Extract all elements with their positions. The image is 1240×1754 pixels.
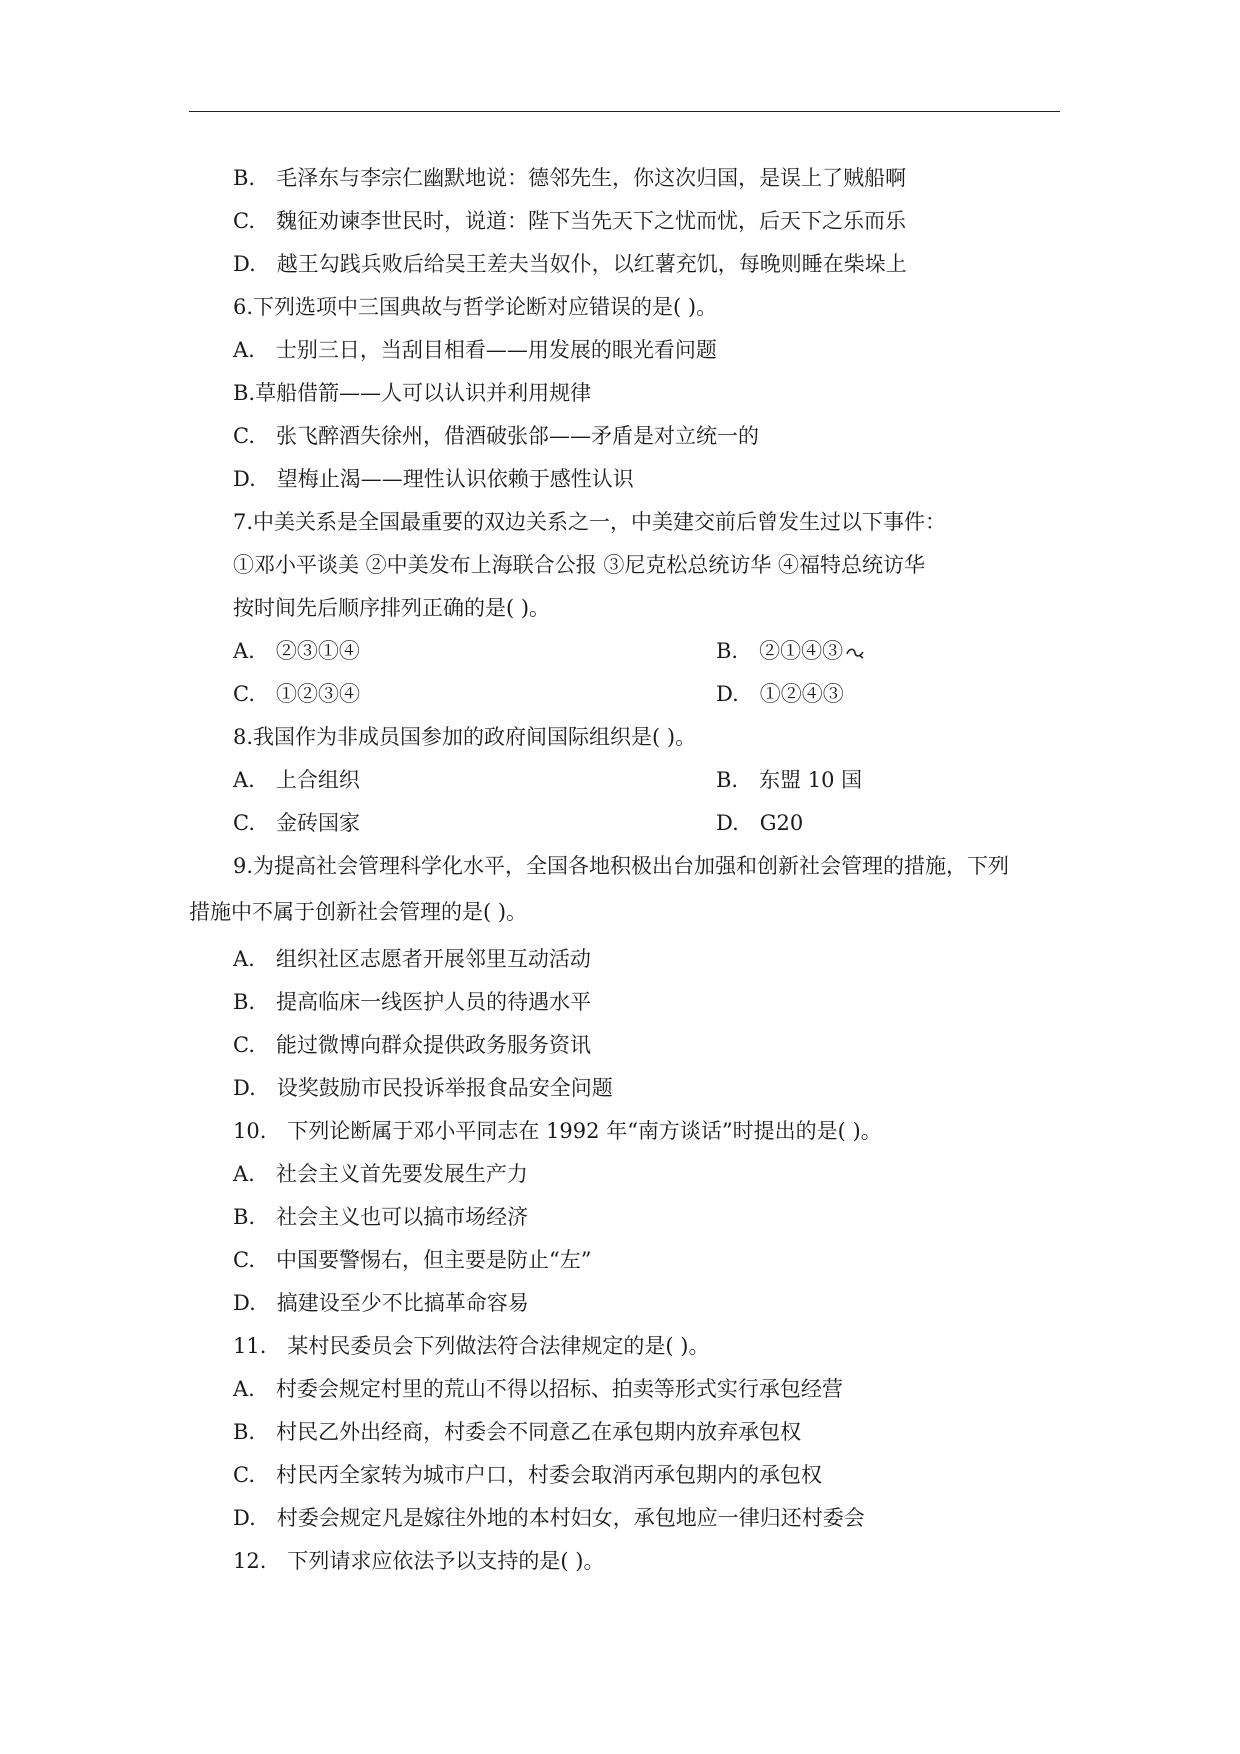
scribble-icon — [845, 646, 865, 660]
q9-option-c: C. 能过微博向群众提供政务服务资讯 — [233, 1033, 591, 1057]
q6-option-d: D. 望梅止渴——理性认识依赖于感性认识 — [233, 467, 634, 491]
q11-option-c: C. 村民丙全家转为城市户口，村委会取消丙承包期内的承包权 — [233, 1463, 822, 1487]
q9-option-a: A. 组织社区志愿者开展邻里互动活动 — [233, 947, 591, 971]
q6-option-a: A. 士别三日，当刮目相看——用发展的眼光看问题 — [233, 338, 717, 362]
q8-option-a: A. 上合组织 — [233, 768, 360, 792]
q7-option-b — [716, 637, 865, 665]
question-12: 12. 下列请求应依法予以支持的是( )。 — [233, 1549, 605, 1573]
question-11: 11. 某村民委员会下列做法符合法律规定的是( )。 — [233, 1334, 710, 1358]
q10-option-c: C. 中国要警惕右，但主要是防止“左” — [233, 1248, 592, 1272]
q5-option-b: B. 毛泽东与李宗仁幽默地说：德邻先生，你这次归国，是误上了贼船啊 — [233, 166, 907, 190]
q10-option-b: B. 社会主义也可以搞市场经济 — [233, 1205, 529, 1229]
q9-option-b: B. 提高临床一线医护人员的待遇水平 — [233, 990, 592, 1014]
question-7: 7.中美关系是全国最重要的双边关系之一，中美建交前后曾发生过以下事件： — [233, 510, 947, 534]
q10-option-d: D. 搞建设至少不比搞革命容易 — [233, 1291, 529, 1315]
q7-option-d: D. ①②④③ — [716, 682, 844, 706]
q7-option-a: A. ②③①④ — [233, 639, 360, 663]
q7-prompt: 按时间先后顺序排列正确的是( )。 — [233, 596, 551, 620]
question-8: 8.我国作为非成员国参加的政府间国际组织是( )。 — [233, 725, 697, 749]
question-6: 6.下列选项中三国典故与哲学论断对应错误的是( )。 — [233, 295, 718, 319]
question-10: 10. 下列论断属于邓小平同志在 1992 年“南方谈话”时提出的是( )。 — [233, 1119, 882, 1143]
q8-option-c: C. 金砖国家 — [233, 811, 360, 835]
header-rule — [189, 111, 1060, 112]
q11-option-b: B. 村民乙外出经商，村委会不同意乙在承包期内放弃承包权 — [233, 1420, 802, 1444]
q11-option-a: A. 村委会规定村里的荒山不得以招标、拍卖等形式实行承包经营 — [233, 1377, 843, 1401]
q5-option-d: D. 越王勾践兵败后给吴王差夫当奴仆，以红薯充饥，每晚则睡在柴垛上 — [233, 252, 907, 276]
q11-option-d: D. 村委会规定凡是嫁往外地的本村妇女，承包地应一律归还村委会 — [233, 1506, 865, 1530]
q5-option-c: C. 魏征劝谏李世民时，说道：陛下当先天下之忧而忧，后天下之乐而乐 — [233, 209, 906, 233]
q7-option-b-text: B. ②①④③ — [716, 639, 844, 663]
question-9-line-1: 9.为提高社会管理科学化水平，全国各地积极出台加强和创新社会管理的措施，下列 — [233, 854, 1010, 878]
q7-events: ①邓小平谈美 ②中美发布上海联合公报 ③尼克松总统访华 ④福特总统访华 — [233, 553, 926, 577]
q7-option-c: C. ①②③④ — [233, 682, 360, 706]
q9-option-d: D. 设奖鼓励市民投诉举报食品安全问题 — [233, 1076, 613, 1100]
question-9-line-2: 措施中不属于创新社会管理的是( )。 — [189, 900, 528, 924]
q8-option-b: B. 东盟 10 国 — [716, 768, 863, 792]
q6-option-c: C. 张飞醉酒失徐州，借酒破张郃——矛盾是对立统一的 — [233, 424, 759, 448]
q10-option-a: A. 社会主义首先要发展生产力 — [233, 1162, 528, 1186]
q6-option-b: B.草船借箭——人可以认识并利用规律 — [233, 381, 592, 405]
q8-option-d: D. G20 — [716, 811, 804, 835]
